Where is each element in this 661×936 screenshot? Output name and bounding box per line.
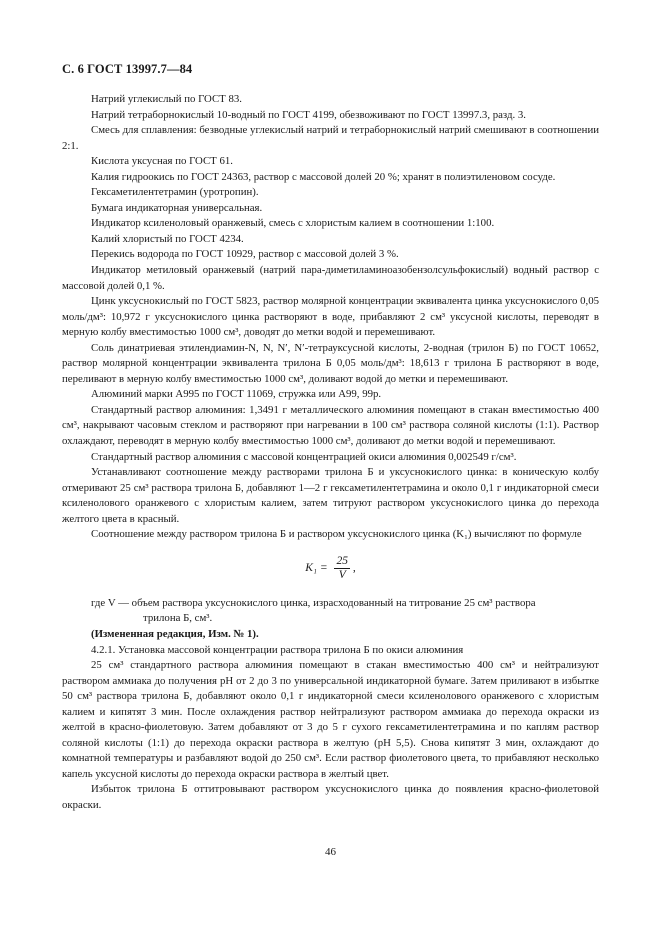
page-number: 46	[325, 846, 336, 858]
paragraph: Индикатор метиловый оранжевый (натрий пара-диметиламиноазобензолсульфокислый) водный раствор с массовой долей 0,1 %.	[62, 264, 599, 292]
page-content	[62, 92, 599, 814]
paragraph: Индикатор ксиленоловый оранжевый, смесь с хлористым калием в соотношении 1:100.	[91, 217, 495, 230]
page-header: С. 6 ГОСТ 13997.7—84	[62, 62, 193, 76]
paragraph: Калий хлористый по ГОСТ 4234.	[91, 232, 244, 245]
definition-line-2: трилона Б, см³.	[143, 612, 213, 625]
paragraph: Натрий углекислый по ГОСТ 83.	[91, 93, 242, 105]
paragraph: Соль динатриевая этилендиамин-N, N, N′, N′-тетрауксусной кислоты, 2-водная (трилон Б) по ГОСТ 10652, раствор молярной концентрации эквивалента трилона Б 0,05 моль/дм³: 18,613 г трилона Б растворяют в воде, переливают в мерную колбу вместимостью 1000 см³, доливают водой до метки и перемешивают.	[62, 341, 599, 385]
formula-lhs: K₁ =	[305, 562, 328, 574]
paragraph: Бумага индикаторная универсальная.	[91, 201, 263, 214]
paragraph: Перекись водорода по ГОСТ 10929, раствор с массовой долей 3 %.	[91, 248, 399, 261]
formula-tail: ,	[352, 562, 356, 574]
formula-k1	[62, 555, 599, 582]
definition-line-1: где V — объем раствора уксуснокислого цинка, израсходованный на титрование 25 см³ раствора	[91, 596, 536, 609]
paragraph: Цинк уксуснокислый по ГОСТ 5823, раствор молярной концентрации эквивалента цинка уксуснокислого 0,05 моль/дм³: 10,972 г уксуснокислого цинка растворяют в воде, прибавляют 2 см³ уксусной кислоты, переводят в мерную колбу вместимостью 1000 см³, доводят до метки водой и перемешивают.	[62, 295, 599, 339]
amendment-note: (Измененная редакция, Изм. № 1).	[91, 627, 259, 640]
paragraph: Калия гидроокись по ГОСТ 24363, раствор с массовой долей 20 %; хранят в полиэтиленовом сосуде.	[91, 170, 556, 183]
paragraph: Устанавливают соотношение между растворами трилона Б и уксуснокислого цинка: в коническую колбу отмеривают 25 см³ раствора трилона Б, добавляют 1—2 г гексаметилентетрамина и около 0,1 г индикаторной смеси ксиленолового оранжевого с хлористым калием, затем титруют раствором уксуснокислого цинка до перехода желтого цвета в красный.	[62, 466, 599, 525]
paragraph: Натрий тетраборнокислый 10-водный по ГОСТ 4199, обезвоживают по ГОСТ 13997.3, разд. 3.	[91, 108, 526, 121]
variable-definition	[62, 596, 599, 627]
paragraph: Алюминий марки А995 по ГОСТ 11069, стружка или А99, 99р.	[91, 388, 382, 401]
formula-fraction	[334, 555, 350, 582]
paragraph: Кислота уксусная по ГОСТ 61.	[91, 155, 233, 168]
paragraph: Гексаметилентетрамин (уротропин).	[91, 186, 259, 199]
paragraph: Стандартный раствор алюминия с массовой концентрацией окиси алюминия 0,002549 г/см³.	[91, 450, 517, 463]
paragraph: Стандартный раствор алюминия: 1,3491 г металлического алюминия помещают в стакан вместимостью 400 см³, накрывают часовым стеклом и растворяют при нагревании в 100 см³ раствора соляной кислоты (1:1). Раствор охлаждают, переводят в мерную колбу вместимостью 1000 см³, доливают до метки водой и перемешивают.	[62, 403, 599, 448]
paragraph: Соотношение между раствором трилона Б и раствором уксуснокислого цинка (K₁) вычисляют по формуле	[91, 528, 582, 541]
paragraph: Смесь для сплавления: безводные углекислый натрий и тетраборнокислый натрий смешивают в соотношении 2:1.	[62, 124, 599, 152]
section-heading: 4.2.1. Установка массовой концентрации раствора трилона Б по окиси алюминия	[91, 643, 464, 656]
formula-denominator: V	[338, 568, 346, 581]
paragraph: Избыток трилона Б оттитровывают раствором уксуснокислого цинка до появления красно-фиолетовой окраски.	[62, 783, 599, 811]
paragraph: 25 см³ стандартного раствора алюминия помещают в стакан вместимостью 400 см³ и нейтрализуют раствором аммиака до получения рН от 2 до 3 по универсальной индикаторной бумаге. Затем приливают в избытке 50 см³ раствора трилона Б, добавляют около 0,1 г индикаторной смеси ксиленолового оранжевого с хлористым калием и кипятят 3 мин. После охлаждения раствор нейтрализуют раствором аммиака до перехода окраски из желтой в красно-фиолетовую. Затем добавляют от 3 до 5 г сухого гексаметилентетрамина и по каплям раствор соляной кислоты (1:1) до перехода окраски раствора в желтую (рН 5,5). Снова кипятят 3 мин, охлаждают до комнатной температуры и разбавляют водой до 250 см³. Если раствор фиолетового цвета, то прибавляют несколько капель уксусной кислоты до перехода окраски раствора в желтый цвет.	[62, 659, 599, 780]
formula-numerator: 25	[336, 554, 348, 567]
